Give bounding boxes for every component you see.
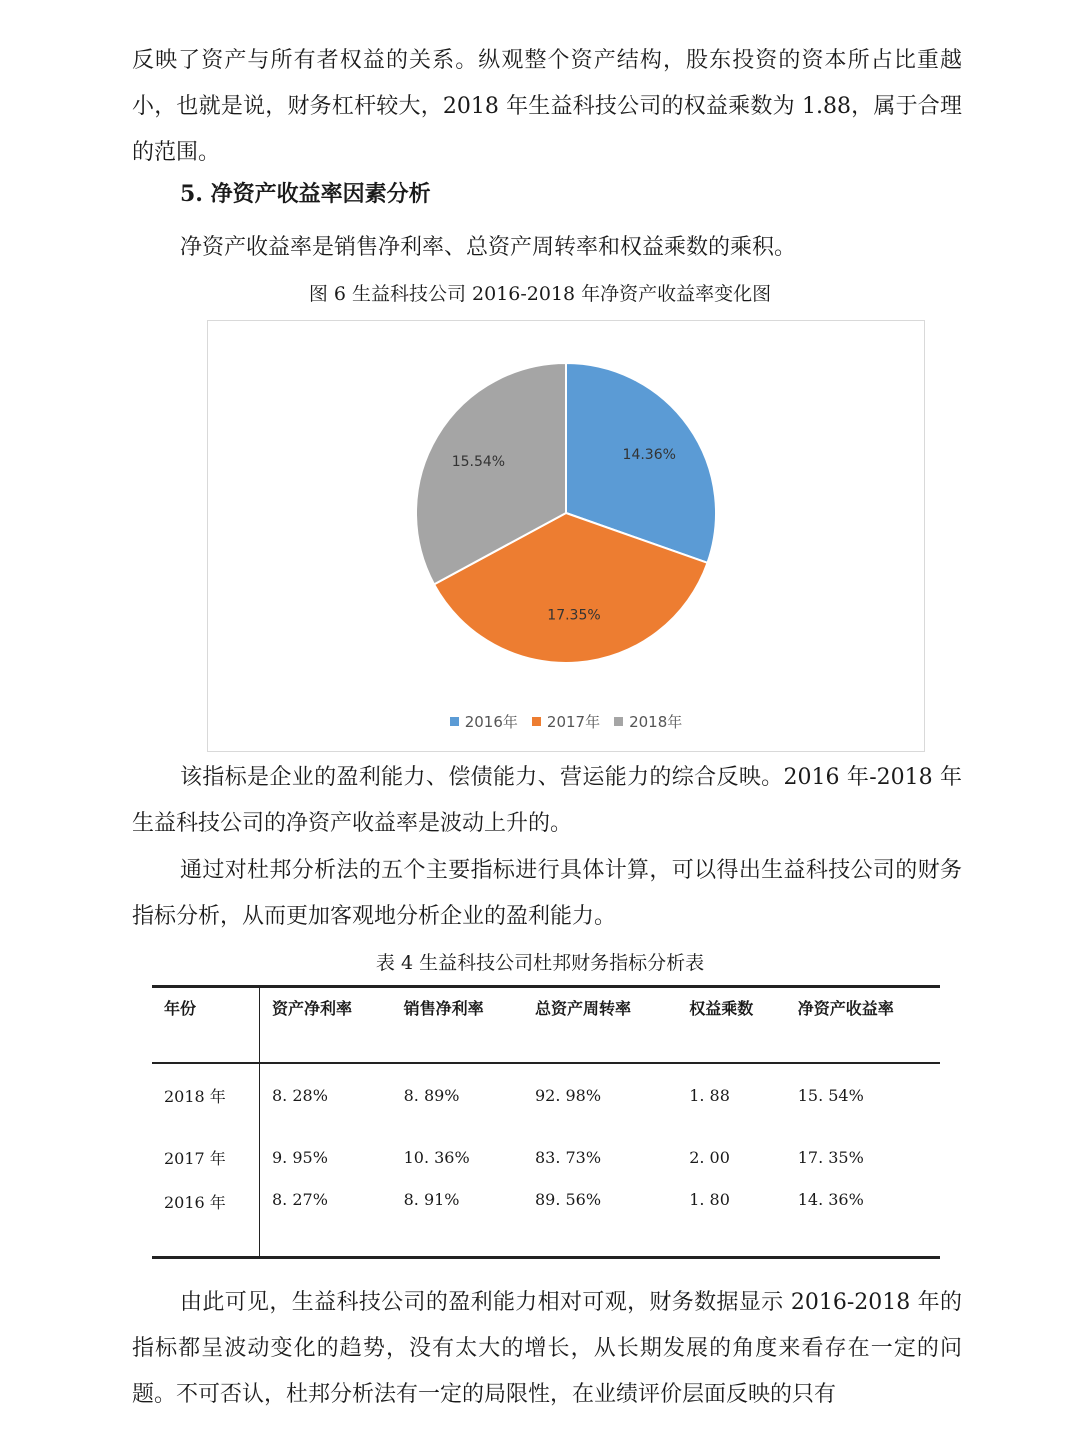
legend-swatch bbox=[532, 717, 541, 726]
cell-year: 2016 年 bbox=[152, 1188, 260, 1258]
header-net-margin: 销售净利率 bbox=[392, 987, 523, 1064]
cell-year: 2017 年 bbox=[152, 1126, 260, 1188]
cell-roe: 14. 36% bbox=[797, 1190, 864, 1209]
cell-net-margin: 10. 36% bbox=[403, 1147, 470, 1167]
table-caption: 表 4 生益科技公司杜邦财务指标分析表 bbox=[375, 952, 705, 974]
indicator-paragraph: 该指标是企业的盈利能力、偿债能力、营运能力的综合反映。2016 年-2018 年生益科技公司的净资产收益率是波动上升的。 bbox=[132, 765, 962, 836]
cell-equity-multiplier: 1. 88 bbox=[689, 1085, 730, 1105]
legend-swatch bbox=[614, 717, 623, 726]
cell-asset-turnover: 83. 73% bbox=[534, 1147, 602, 1167]
chart-legend bbox=[208, 711, 924, 732]
cell-roa: 9. 95% bbox=[272, 1147, 328, 1167]
roe-definition-paragraph: 净资产收益率是销售净利率、总资产周转率和权益乘数的乘积。 bbox=[180, 235, 797, 260]
header-asset-turnover: 总资产周转率 bbox=[523, 987, 677, 1064]
cell-roa: 8. 28% bbox=[272, 1085, 328, 1105]
conclusion-paragraph: 由此可见，生益科技公司的盈利能力相对可观，财务数据显示 2016-2018 年的指标都呈波动变化的趋势，没有太大的增长，从长期发展的角度来看存在一定的问题。不可否认，杜邦分析法有一定的局限性，在业绩评价层面反映的只有 bbox=[132, 1290, 962, 1407]
pie-slice-label: 15.54% bbox=[451, 453, 506, 470]
legend-label: 2017年 bbox=[546, 713, 601, 731]
cell-roe: 15. 54% bbox=[797, 1085, 864, 1105]
dupont-paragraph: 通过对杜邦分析法的五个主要指标进行具体计算，可以得出生益科技公司的财务指标分析，从而更加客观地分析企业的盈利能力。 bbox=[132, 858, 962, 929]
cell-equity-multiplier: 2. 00 bbox=[689, 1147, 730, 1167]
table-row bbox=[152, 1126, 940, 1188]
table-row bbox=[152, 1188, 940, 1258]
section-heading: 5. 净资产收益率因素分析 bbox=[180, 181, 431, 207]
cell-roa: 8. 27% bbox=[272, 1190, 328, 1209]
table-header-row bbox=[152, 987, 940, 1064]
intro-paragraph: 反映了资产与所有者权益的关系。纵观整个资产结构，股东投资的资本所占比重越小，也就是说，财务杠杆较大，2018 年生益科技公司的权益乘数为 1.88，属于合理的范围。 bbox=[132, 48, 962, 165]
legend-swatch bbox=[450, 717, 459, 726]
dupont-table bbox=[152, 985, 940, 1259]
cell-roe: 17. 35% bbox=[797, 1147, 864, 1167]
cell-net-margin: 8. 91% bbox=[403, 1190, 460, 1209]
cell-asset-turnover: 92. 98% bbox=[534, 1085, 602, 1105]
cell-year: 2018 年 bbox=[152, 1063, 260, 1126]
cell-asset-turnover: 89. 56% bbox=[534, 1190, 602, 1209]
pie-slice-label: 17.35% bbox=[547, 607, 601, 624]
header-roa: 资产净利率 bbox=[260, 987, 392, 1064]
pie-chart-svg bbox=[208, 321, 924, 751]
legend-label: 2016年 bbox=[464, 713, 518, 731]
pie-slice-label: 14.36% bbox=[622, 447, 676, 464]
legend-item bbox=[532, 711, 600, 732]
table-row bbox=[152, 1063, 940, 1126]
header-year: 年份 bbox=[152, 987, 260, 1064]
cell-equity-multiplier: 1. 80 bbox=[689, 1190, 730, 1209]
header-roe: 净资产收益率 bbox=[786, 987, 940, 1064]
legend-label: 2018年 bbox=[629, 713, 683, 731]
legend-item bbox=[614, 711, 682, 732]
header-equity-multiplier: 权益乘数 bbox=[677, 987, 786, 1064]
cell-net-margin: 8. 89% bbox=[403, 1085, 460, 1105]
pie-chart bbox=[207, 320, 925, 752]
legend-item bbox=[450, 711, 518, 732]
figure-caption: 图 6 生益科技公司 2016-2018 年净资产收益率变化图 bbox=[308, 283, 772, 305]
